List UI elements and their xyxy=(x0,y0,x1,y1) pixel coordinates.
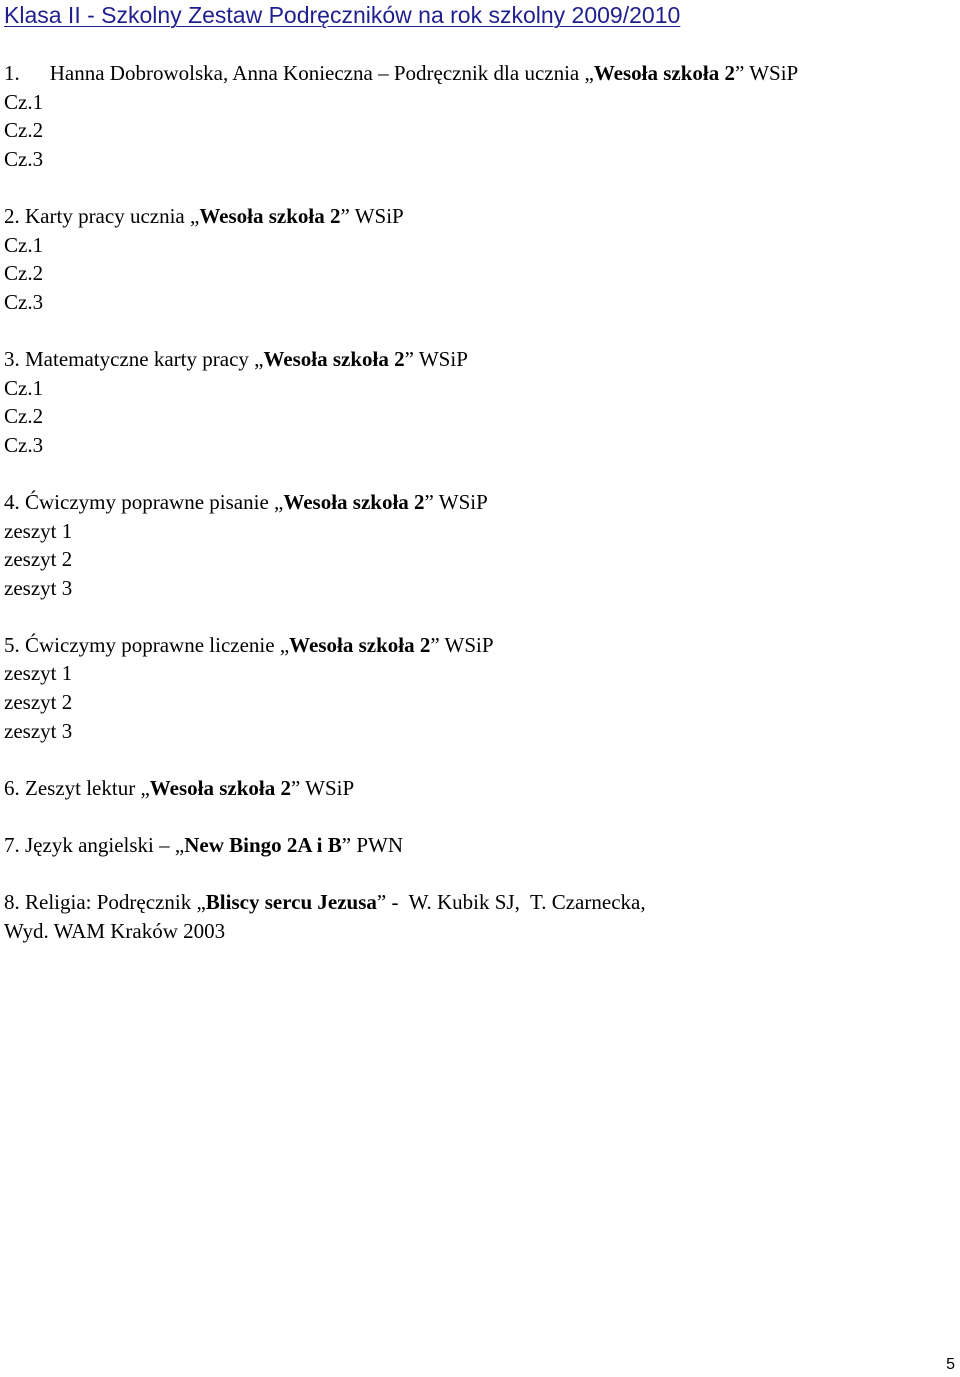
book-title: Wesoła szkoła 2 xyxy=(289,632,431,657)
list-item xyxy=(4,774,944,803)
item-part: zeszyt 2 xyxy=(4,547,73,572)
list-item xyxy=(4,888,944,945)
open-quote: „ xyxy=(190,203,200,228)
list-item xyxy=(4,631,944,745)
item-part: Cz.1 xyxy=(4,232,44,257)
item-heading xyxy=(4,774,944,803)
item-heading xyxy=(4,59,944,88)
item-description: Religia: Podręcznik xyxy=(25,890,197,915)
item-number: 1. xyxy=(4,61,20,85)
item-part: Cz.3 xyxy=(4,146,44,171)
publisher: PWN xyxy=(351,833,403,858)
book-list xyxy=(4,59,944,974)
page-title: Klasa II - Szkolny Zestaw Podręczników na rok szkolny 2009/2010 xyxy=(4,2,681,28)
book-title: New Bingo 2A i B xyxy=(184,833,342,858)
book-title: Wesoła szkoła 2 xyxy=(593,61,736,85)
item-part: Cz.3 xyxy=(4,432,44,457)
item-part: zeszyt 3 xyxy=(4,718,73,743)
publisher-line: Wyd. WAM Kraków 2003 xyxy=(4,918,226,943)
close-quote: ” xyxy=(341,833,352,858)
item-description: Ćwiczymy poprawne liczenie xyxy=(25,632,280,657)
item-part: zeszyt 2 xyxy=(4,690,73,715)
item-heading xyxy=(4,631,944,660)
item-part: zeszyt 3 xyxy=(4,575,73,600)
book-title: Wesoła szkoła 2 xyxy=(149,775,291,800)
item-part: Cz.3 xyxy=(4,289,44,314)
close-quote: ” xyxy=(735,61,745,85)
item-description: Matematyczne karty pracy xyxy=(25,346,255,371)
list-item xyxy=(4,345,944,459)
open-quote: „ xyxy=(254,346,264,371)
list-item xyxy=(4,488,944,602)
item-description: Ćwiczymy poprawne pisanie xyxy=(25,489,275,514)
item-part: Cz.1 xyxy=(4,375,44,400)
publisher: WSiP xyxy=(439,632,494,657)
item-number: 2. xyxy=(4,203,20,228)
book-title: Wesoła szkoła 2 xyxy=(199,203,341,228)
item-part: Cz.2 xyxy=(4,261,44,286)
item-description: Karty pracy ucznia xyxy=(25,203,190,228)
item-heading xyxy=(4,831,944,860)
open-quote: „ xyxy=(140,775,150,800)
book-title: Bliscy sercu Jezusa xyxy=(205,890,377,915)
close-quote: ” xyxy=(424,489,434,514)
close-quote: ” xyxy=(404,346,414,371)
item-heading xyxy=(4,345,944,374)
close-quote: ” xyxy=(340,203,350,228)
item-part: Cz.2 xyxy=(4,118,44,143)
list-item xyxy=(4,831,944,860)
open-quote: „ xyxy=(196,890,206,915)
item-number: 3. xyxy=(4,346,20,371)
open-quote: „ xyxy=(274,489,284,514)
item-number: 5. xyxy=(4,632,20,657)
item-description: Zeszyt lektur xyxy=(25,775,141,800)
close-quote: ” xyxy=(376,890,387,915)
item-description: Język angielski – xyxy=(25,833,175,858)
open-quote: „ xyxy=(279,632,290,657)
publisher: WSiP xyxy=(433,489,488,514)
item-heading xyxy=(4,202,944,231)
item-number: 8. xyxy=(4,890,20,915)
close-quote: ” xyxy=(290,775,301,800)
item-part: zeszyt 1 xyxy=(4,518,73,543)
close-quote: ” xyxy=(430,632,440,657)
item-number: 4. xyxy=(4,489,20,514)
item-part: Cz.2 xyxy=(4,404,44,429)
list-item xyxy=(4,59,944,173)
item-part: zeszyt 1 xyxy=(4,661,73,686)
publisher: WSiP xyxy=(413,346,468,371)
item-heading xyxy=(4,488,944,517)
open-quote: „ xyxy=(174,833,185,858)
page-number: 5 xyxy=(946,1356,955,1373)
book-title: Wesoła szkoła 2 xyxy=(283,489,425,514)
book-title: Wesoła szkoła 2 xyxy=(263,346,405,371)
item-description: Hanna Dobrowolska, Anna Konieczna – Podręcznik dla ucznia xyxy=(49,61,585,85)
publisher: WSiP xyxy=(744,61,799,85)
publisher: WSiP xyxy=(300,775,355,800)
authors: - W. Kubik SJ, T. Czarnecka, xyxy=(386,890,646,915)
list-item xyxy=(4,202,944,316)
publisher: WSiP xyxy=(349,203,404,228)
item-heading xyxy=(4,888,944,917)
open-quote: „ xyxy=(584,61,594,85)
item-number: 7. xyxy=(4,833,20,858)
item-number: 6. xyxy=(4,775,20,800)
item-part: Cz.1 xyxy=(4,89,44,114)
